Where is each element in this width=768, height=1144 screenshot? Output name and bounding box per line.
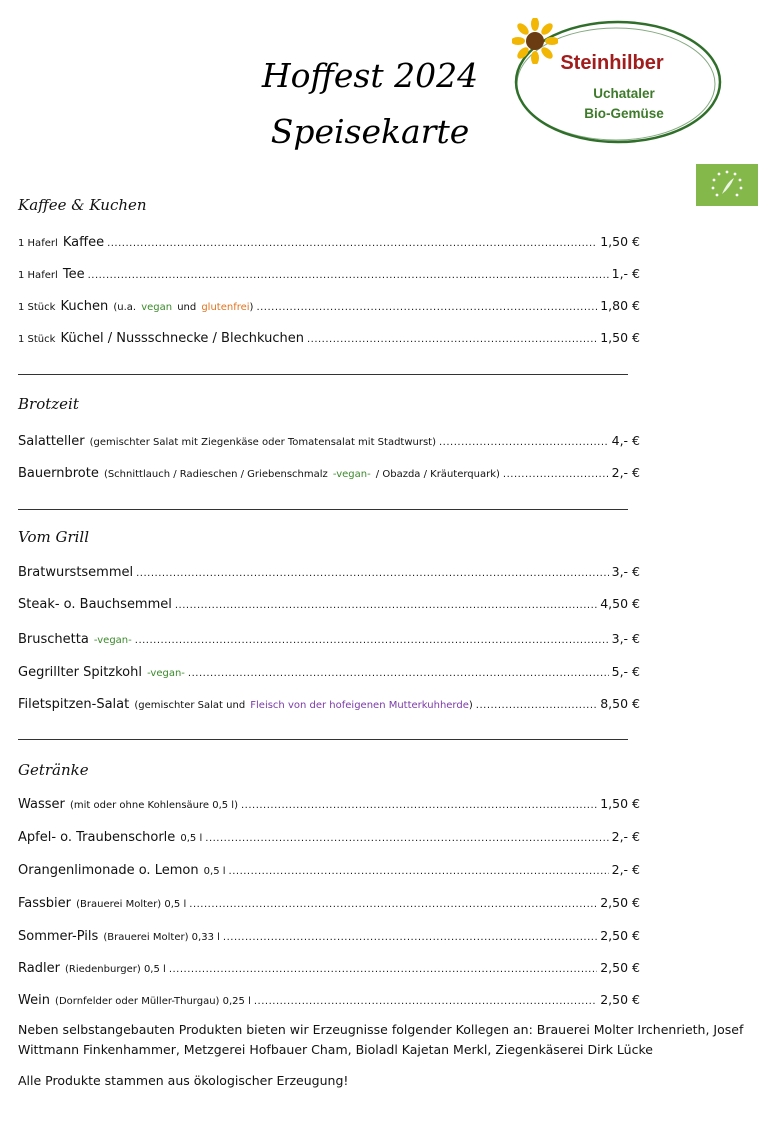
sunflower-icon [512,18,558,64]
item-desc: (gemischter Salat mit Ziegenkäse oder Tomatensalat mit Stadtwurst) [89,437,436,448]
item-desc: (Dornfelder oder Müller-Thurgau) 0,25 l [55,996,251,1007]
page-subtitle: Speisekarte [270,112,470,151]
item-desc: (Brauerei Molter) 0,5 l [76,899,187,910]
item-lead: 1 Stück [18,334,56,345]
item-lead: 1 Stück [18,302,56,313]
menu-item-bruschetta [18,628,640,648]
leader-dots [189,899,597,910]
item-desc: 0,5 l [203,866,226,877]
vegan-label: -vegan- [93,635,132,646]
item-desc-rest: / Obazda / Kräuterquark) [375,469,500,480]
item-name: Apfel- o. Traubenschorle [18,830,176,845]
menu-item-wein [18,989,640,1009]
logo-sub-1: Uchataler [593,86,655,101]
item-desc-close: ) [249,302,254,313]
menu-item-limonade [18,859,640,879]
item-name: Bratwurstsemmel [18,565,134,580]
item-price: 2,50 € [600,895,640,910]
item-desc: (mit oder ohne Kohlensäure 0,5 l) [69,800,238,811]
item-price: 2,50 € [600,928,640,943]
item-name: Orangenlimonade o. Lemon [18,863,199,878]
menu-item-spitzkohl [18,661,640,681]
item-desc-close: ) [468,700,473,711]
item-price: 1,- € [611,266,640,281]
leader-dots [503,469,609,480]
item-price: 3,- € [611,564,640,579]
leader-dots [188,668,609,679]
leader-dots [175,600,597,611]
leader-dots [136,568,609,579]
leader-dots [476,700,597,711]
item-name: Steak- o. Bauchsemmel [18,597,172,612]
item-price: 3,- € [611,631,640,646]
item-price: 1,50 € [600,234,640,249]
item-desc: (Schnittlauch / Radieschen / Griebenschmalz [103,469,328,480]
menu-item-bratwurstsemmel [18,564,640,584]
item-desc: (Riedenburger) 0,5 l [65,964,166,975]
menu-item-wasser [18,793,640,813]
item-desc: 0,5 l [180,833,203,844]
item-price: 2,- € [611,829,640,844]
item-desc: (Brauerei Molter) 0,33 l [103,932,220,943]
item-desc: (gemischter Salat und [134,700,246,711]
item-price: 1,80 € [600,298,640,313]
section-title-brotzeit: Brotzeit [18,395,79,413]
leader-dots [135,635,609,646]
leader-dots [169,964,597,975]
menu-item-kaffee [18,231,640,251]
vegan-label: -vegan- [147,668,185,679]
leader-dots [256,302,597,313]
item-price: 8,50 € [600,696,640,711]
item-price: 5,- € [611,664,640,679]
section-divider [18,374,628,375]
item-name: Radler [18,961,60,976]
section-divider [18,509,628,510]
item-name: Wasser [18,797,65,812]
menu-item-kuechel [18,327,640,347]
own-beef-label: Fleisch von der hofeigenen Mutterkuhherde [250,700,469,711]
leader-dots [241,800,597,811]
item-name: Tee [62,267,85,282]
menu-item-kuchen [18,295,640,315]
menu-item-fassbier [18,892,640,912]
item-name: Bruschetta [18,632,89,647]
menu-item-bauernbrote [18,462,640,482]
leader-dots [107,238,597,249]
item-name: Sommer-Pils [18,929,99,944]
section-title-getraenke: Getränke [18,761,89,779]
page-title: Hoffest 2024 [261,56,479,95]
item-price: 4,50 € [600,596,640,611]
logo-sub-2: Bio-Gemüse [584,106,664,121]
item-desc: (u.a. [113,302,137,313]
item-lead: 1 Haferl [18,270,58,281]
section-divider [18,739,628,740]
section-title-kaffee: Kaffee & Kuchen [18,196,147,214]
item-name: Wein [18,993,50,1008]
leader-dots [229,866,609,877]
item-price: 1,50 € [600,796,640,811]
organic-note: Alle Produkte stammen aus ökologischer Erzeugung! [18,1073,349,1088]
partners-note: Neben selbstangebauten Produkten bieten wir Erzeugnisse folgender Kollegen an: Brauerei Molter Irchenrieth, Josef Wittmann Finkenhammer, Metzgerei Hofbauer Cham, Bioladl Kajetan Merkl, Ziegenkäserei Dirk Lücke [18,1022,744,1057]
menu-item-steaksemmel [18,596,640,616]
leader-dots [307,334,597,345]
vegan-label: vegan [141,302,173,313]
item-name: Filetspitzen-Salat [18,697,130,712]
item-price: 2,50 € [600,992,640,1007]
eu-organic-leaf-icon [696,164,758,206]
menu-item-salatteller [18,430,640,450]
leader-dots [205,833,608,844]
item-name: Kuchen [60,299,109,314]
item-lead: 1 Haferl [18,238,58,249]
menu-item-sommerpils [18,925,640,945]
item-price: 4,- € [611,433,640,448]
item-price: 2,- € [611,862,640,877]
item-name: Küchel / Nussschnecke / Blechkuchen [60,331,304,346]
item-desc-connector: und [177,302,197,313]
menu-item-radler [18,957,640,977]
section-title-grill: Vom Grill [18,528,90,546]
item-name: Kaffee [62,235,105,250]
logo-name: Steinhilber [560,52,664,74]
item-price: 1,50 € [600,330,640,345]
leader-dots [88,270,609,281]
menu-item-filetspitzen [18,693,640,713]
item-price: 2,- € [611,465,640,480]
leader-dots [439,437,609,448]
farm-logo [512,18,724,148]
item-price: 2,50 € [600,960,640,975]
leader-dots [254,996,597,1007]
item-name: Gegrillter Spitzkohl [18,665,142,680]
menu-item-tee [18,263,640,283]
item-name: Fassbier [18,896,72,911]
item-name: Salatteller [18,434,85,449]
menu-item-schorle [18,826,640,846]
gluten-free-label: glutenfrei [201,302,250,313]
leader-dots [223,932,597,943]
item-name: Bauernbrote [18,466,99,481]
vegan-label: -vegan- [332,469,371,480]
